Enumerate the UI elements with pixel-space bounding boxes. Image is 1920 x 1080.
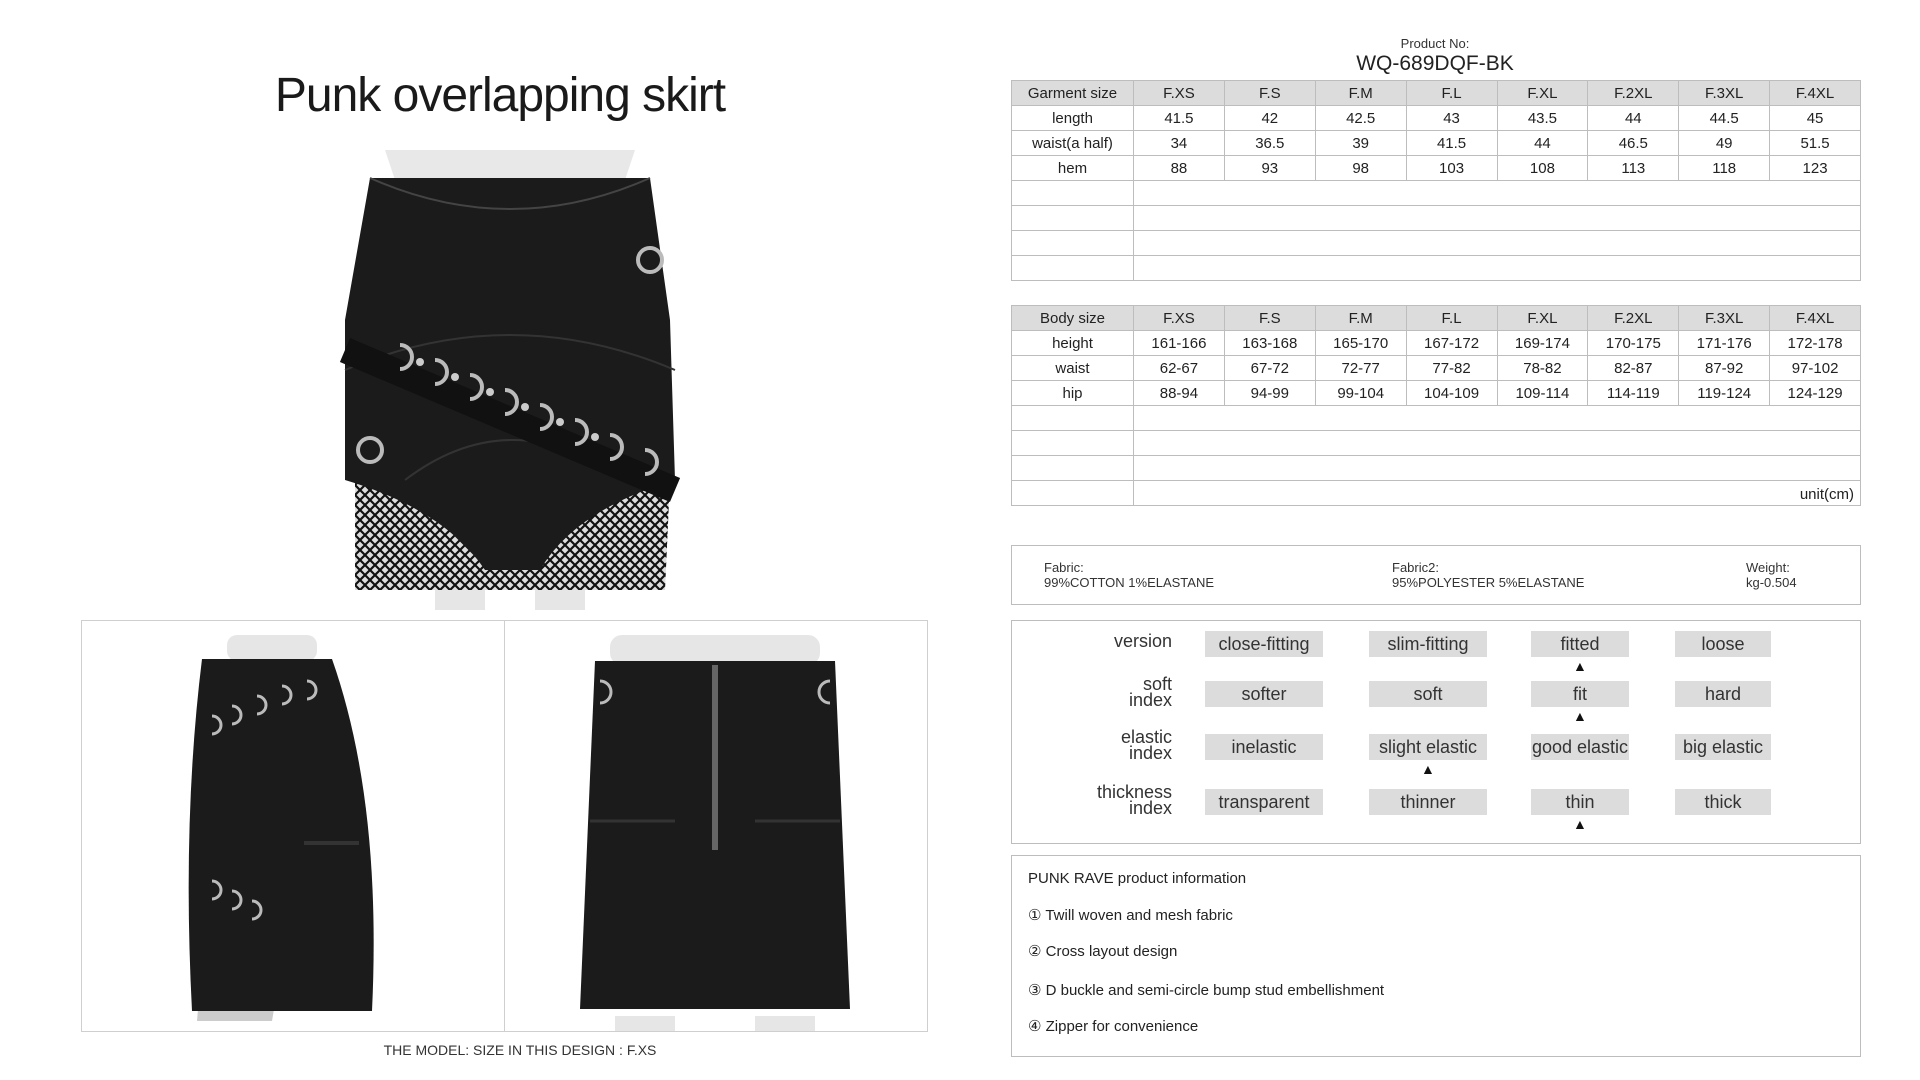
cell: 114-119 — [1588, 381, 1679, 406]
unit-label: unit(cm) — [1799, 486, 1854, 503]
empty-row — [1012, 206, 1861, 231]
side-photo-frame — [81, 620, 505, 1032]
index-label-line: soft — [1142, 674, 1172, 694]
cell: 108 — [1497, 156, 1588, 181]
empty-row — [1012, 256, 1861, 281]
index-label-line: thickness — [1096, 782, 1172, 802]
selected-marker-icon: ▲ — [1573, 708, 1587, 724]
cell: 88 — [1134, 156, 1225, 181]
index-label-line: elastic — [1120, 727, 1172, 747]
table-header-row — [1012, 81, 1861, 106]
fabric-2-label: Fabric2: — [1392, 560, 1439, 575]
cell: 171-176 — [1679, 331, 1770, 356]
table-row — [1012, 156, 1861, 181]
cell: 67-72 — [1224, 356, 1315, 381]
table-header-row — [1012, 306, 1861, 331]
product-info-box — [1011, 855, 1861, 1057]
selected-marker-icon: ▲ — [1573, 658, 1587, 674]
selected-marker-icon: ▲ — [1421, 761, 1435, 777]
cell: 62-67 — [1134, 356, 1225, 381]
fabric-1-value: 99%COTTON 1%ELASTANE — [1044, 575, 1215, 590]
table-row — [1012, 131, 1861, 156]
cell: 44 — [1588, 106, 1679, 131]
cell: 44.5 — [1679, 106, 1770, 131]
cell: 109-114 — [1497, 381, 1588, 406]
size-col: F.XL — [1497, 81, 1588, 106]
index-label-line: index — [1128, 798, 1172, 818]
row-label: waist(a half) — [1012, 131, 1134, 156]
size-col: F.3XL — [1679, 81, 1770, 106]
elastic-index-label — [1012, 729, 1172, 761]
empty-row — [1012, 406, 1861, 431]
cell: 77-82 — [1406, 356, 1497, 381]
skirt-side-photo — [82, 621, 504, 1031]
cell: 94-99 — [1224, 381, 1315, 406]
back-photo-frame — [504, 620, 928, 1032]
empty-row — [1012, 231, 1861, 256]
cell: 88-94 — [1134, 381, 1225, 406]
row-label: hem — [1012, 156, 1134, 181]
table-row — [1012, 356, 1861, 381]
empty-row — [1012, 481, 1861, 506]
version-option: loose — [1675, 631, 1771, 657]
cell: 46.5 — [1588, 131, 1679, 156]
table-row — [1012, 381, 1861, 406]
fabric-2-value: 95%POLYESTER 5%ELASTANE — [1392, 575, 1585, 590]
size-col: F.M — [1315, 81, 1406, 106]
cell: 99-104 — [1315, 381, 1406, 406]
cell: 49 — [1679, 131, 1770, 156]
weight-value: kg-0.504 — [1746, 575, 1797, 590]
cell: 163-168 — [1224, 331, 1315, 356]
thickness-option-selected: thin — [1531, 789, 1629, 815]
info-item: ④ Zipper for convenience — [1028, 1018, 1199, 1035]
thickness-option: transparent — [1205, 789, 1323, 815]
cell: 169-174 — [1497, 331, 1588, 356]
fabric-1-label: Fabric: — [1044, 560, 1084, 575]
soft-index-label — [1012, 676, 1172, 708]
cell: 161-166 — [1134, 331, 1225, 356]
index-label-line: index — [1128, 690, 1172, 710]
table-row — [1012, 106, 1861, 131]
weight — [1746, 560, 1797, 590]
cell: 43.5 — [1497, 106, 1588, 131]
info-item: ③ D buckle and semi-circle bump stud embellishment — [1028, 982, 1385, 999]
fabric-2 — [1392, 560, 1584, 590]
thickness-index-label — [1012, 784, 1172, 816]
cell: 39 — [1315, 131, 1406, 156]
elastic-option-selected: slight elastic — [1369, 734, 1487, 760]
cell: 165-170 — [1315, 331, 1406, 356]
size-col: F.M — [1315, 306, 1406, 331]
fit-index-box — [1011, 620, 1861, 844]
table-header-label: Garment size — [1012, 81, 1134, 106]
cell: 45 — [1770, 106, 1861, 131]
garment-size-table — [1011, 80, 1861, 281]
elastic-option: good elastic — [1531, 734, 1629, 760]
cell: 41.5 — [1134, 106, 1225, 131]
version-option: slim-fitting — [1369, 631, 1487, 657]
soft-option-selected: fit — [1531, 681, 1629, 707]
cell: 41.5 — [1406, 131, 1497, 156]
cell: 44 — [1497, 131, 1588, 156]
elastic-option: inelastic — [1205, 734, 1323, 760]
cell: 97-102 — [1770, 356, 1861, 381]
cell: 118 — [1679, 156, 1770, 181]
cell: 104-109 — [1406, 381, 1497, 406]
body-size-table — [1011, 305, 1861, 506]
product-number-label: Product No: — [1400, 36, 1470, 51]
size-col: F.3XL — [1679, 306, 1770, 331]
row-label: hip — [1012, 381, 1134, 406]
cell: 87-92 — [1679, 356, 1770, 381]
size-col: F.XL — [1497, 306, 1588, 331]
cell: 78-82 — [1497, 356, 1588, 381]
elastic-option: big elastic — [1675, 734, 1771, 760]
row-label: waist — [1012, 356, 1134, 381]
index-label-line: index — [1128, 743, 1172, 763]
table-header-label: Body size — [1012, 306, 1134, 331]
product-title: Punk overlapping skirt — [274, 69, 726, 122]
product-number: WQ-689DQF-BK — [1356, 52, 1514, 75]
size-col: F.4XL — [1770, 81, 1861, 106]
cell: 98 — [1315, 156, 1406, 181]
cell: 103 — [1406, 156, 1497, 181]
fabric-1 — [1044, 560, 1214, 590]
cell: 172-178 — [1770, 331, 1861, 356]
cell: 34 — [1134, 131, 1225, 156]
cell: 124-129 — [1770, 381, 1861, 406]
cell: 93 — [1224, 156, 1315, 181]
cell: 72-77 — [1315, 356, 1406, 381]
cell: 123 — [1770, 156, 1861, 181]
fabric-info-box — [1011, 545, 1861, 605]
selected-marker-icon: ▲ — [1573, 816, 1587, 832]
thickness-option: thinner — [1369, 789, 1487, 815]
info-heading: PUNK RAVE product information — [1028, 870, 1247, 887]
cell: 43 — [1406, 106, 1497, 131]
skirt-front-photo — [325, 150, 695, 610]
size-col: F.2XL — [1588, 306, 1679, 331]
cell: 51.5 — [1770, 131, 1861, 156]
soft-option: softer — [1205, 681, 1323, 707]
size-col: F.XS — [1134, 306, 1225, 331]
info-item: ② Cross layout design — [1028, 943, 1178, 960]
cell: 36.5 — [1224, 131, 1315, 156]
version-option: close-fitting — [1205, 631, 1323, 657]
size-col: F.2XL — [1588, 81, 1679, 106]
cell: 42 — [1224, 106, 1315, 131]
size-col: F.S — [1224, 81, 1315, 106]
index-label-line: version — [1113, 631, 1172, 651]
version-option-selected: fitted — [1531, 631, 1629, 657]
soft-option: soft — [1369, 681, 1487, 707]
cell: 119-124 — [1679, 381, 1770, 406]
cell: 82-87 — [1588, 356, 1679, 381]
version-label — [1012, 633, 1172, 649]
thickness-option: thick — [1675, 789, 1771, 815]
size-col: F.S — [1224, 306, 1315, 331]
model-size-note: THE MODEL: SIZE IN THIS DESIGN : F.XS — [383, 1042, 657, 1058]
empty-row — [1012, 456, 1861, 481]
table-row — [1012, 331, 1861, 356]
size-col: F.L — [1406, 81, 1497, 106]
empty-row — [1012, 431, 1861, 456]
size-col: F.4XL — [1770, 306, 1861, 331]
size-col: F.XS — [1134, 81, 1225, 106]
cell: 42.5 — [1315, 106, 1406, 131]
cell: 113 — [1588, 156, 1679, 181]
weight-label: Weight: — [1746, 560, 1790, 575]
empty-row — [1012, 181, 1861, 206]
cell: 167-172 — [1406, 331, 1497, 356]
skirt-back-photo — [505, 621, 927, 1031]
soft-option: hard — [1675, 681, 1771, 707]
row-label: height — [1012, 331, 1134, 356]
size-col: F.L — [1406, 306, 1497, 331]
cell: 170-175 — [1588, 331, 1679, 356]
row-label: length — [1012, 106, 1134, 131]
info-item: ① Twill woven and mesh fabric — [1028, 907, 1233, 924]
